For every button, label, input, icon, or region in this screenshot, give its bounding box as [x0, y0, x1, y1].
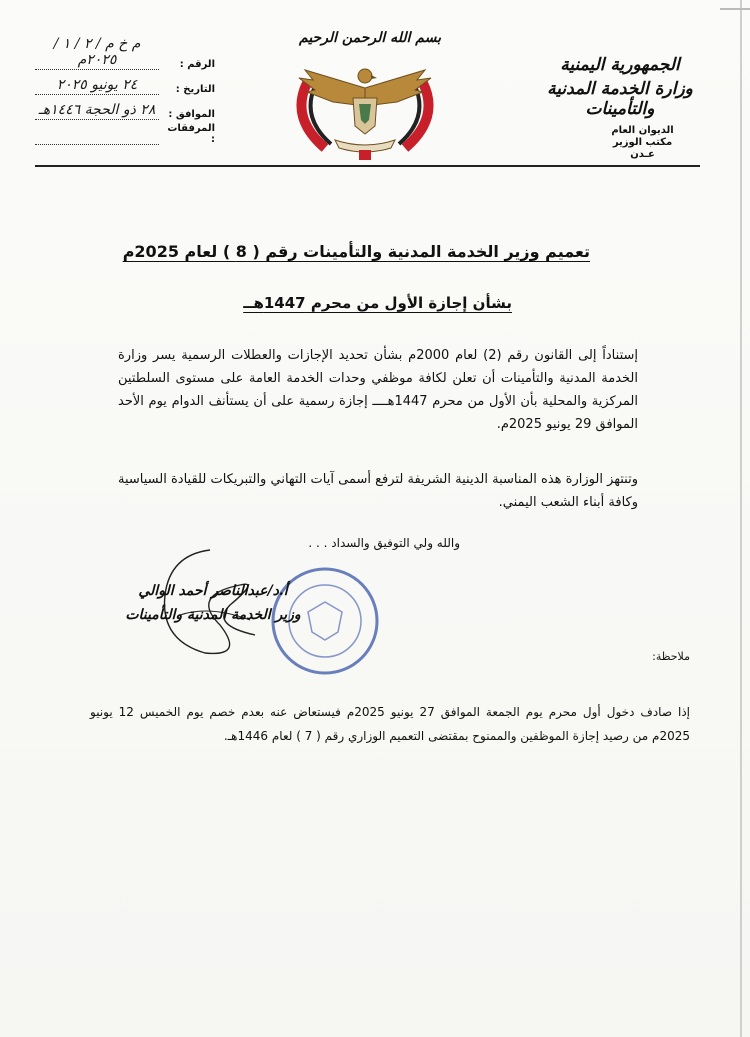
reference-block — [35, 36, 215, 145]
republic-name: الجمهورية اليمنية — [560, 55, 680, 75]
header-divider — [35, 165, 700, 167]
note-text: إذا صادف دخول أول محرم يوم الجمعة الموافق 27 يونيو 2025م فيستعاض عنه بعدم خصم يوم الخميس 12 يونيو 2025م من رصيد إجازة الموظفين والممنوح بمقتضى التعميم الوزاري رقم ( 7 ) لعام 1446هـ. — [90, 705, 691, 743]
document-title: تعميم وزير الخدمة المدنية والتأمينات رقم ( 8 ) لعام 2025م — [122, 242, 590, 261]
reference-label: التاريخ : — [175, 84, 215, 95]
reference-row-number — [35, 36, 215, 70]
body-paragraph: إستناداً إلى القانون رقم (2) لعام 2000م بشأن تحديد الإجازات والعطلات الرسمية يسر وزارة الخدمة المدنية والتأمينات أن تعلن لكافة موظفي وحدات الخدمة العامة على مستوى السلطتين المركزية والمحلية بأن الأول من محرم 1447هــــ إجازة رسمية على أن يستأنف الدوام يوم الأحد الموافق 29 يونيو 2025م. — [118, 348, 638, 432]
reference-row-date — [35, 70, 215, 95]
dept-line: عـدن — [630, 149, 655, 160]
reference-value: ٢٨ ذو الحجة ١٤٤٦هـ — [35, 102, 159, 120]
signer-block — [113, 583, 313, 623]
reference-label: المرفقات : — [167, 123, 215, 145]
reference-label: الموافق : — [168, 109, 215, 120]
reference-value: ٢٤ يونيو ٢٠٢٥ — [35, 77, 159, 95]
eagle-emblem-icon — [285, 58, 445, 163]
note-label: ملاحظة: — [652, 650, 690, 663]
document-subtitle: بشأن إجازة الأول من محرم 1447هــ — [243, 294, 512, 312]
reference-value: م خ م / ٢ / ١ / ٢٠٢٥م — [35, 36, 159, 70]
scan-edge — [740, 0, 742, 1037]
dept-line: مكتب الوزير — [612, 137, 673, 148]
signer-name: أ.د/عبدالناصر أحمد الوالي — [138, 583, 288, 599]
letterhead-right — [530, 55, 710, 160]
reference-label: الرقم : — [179, 59, 215, 70]
ministry-name: وزارة الخدمة المدنية والتأمينات — [547, 79, 693, 119]
signer-title: وزير الخدمة المدنية والتأمينات — [125, 607, 301, 623]
dept-line: الديوان العام — [611, 125, 674, 136]
reference-row-hijri — [35, 95, 215, 120]
body-paragraph: وتنتهز الوزارة هذه المناسبة الدينية الشريفة لترفع أسمى آيات التهاني والتبريكات للقيادة السياسية وكافة أبناء الشعب اليمني. — [118, 472, 638, 510]
reference-row-attachments — [35, 120, 215, 145]
reference-value — [35, 143, 159, 145]
closing-line: والله ولي التوفيق والسداد . . . — [308, 536, 460, 550]
scan-edge-top — [720, 8, 750, 10]
bismillah: بسم الله الرحمن الرحيم — [299, 30, 441, 46]
